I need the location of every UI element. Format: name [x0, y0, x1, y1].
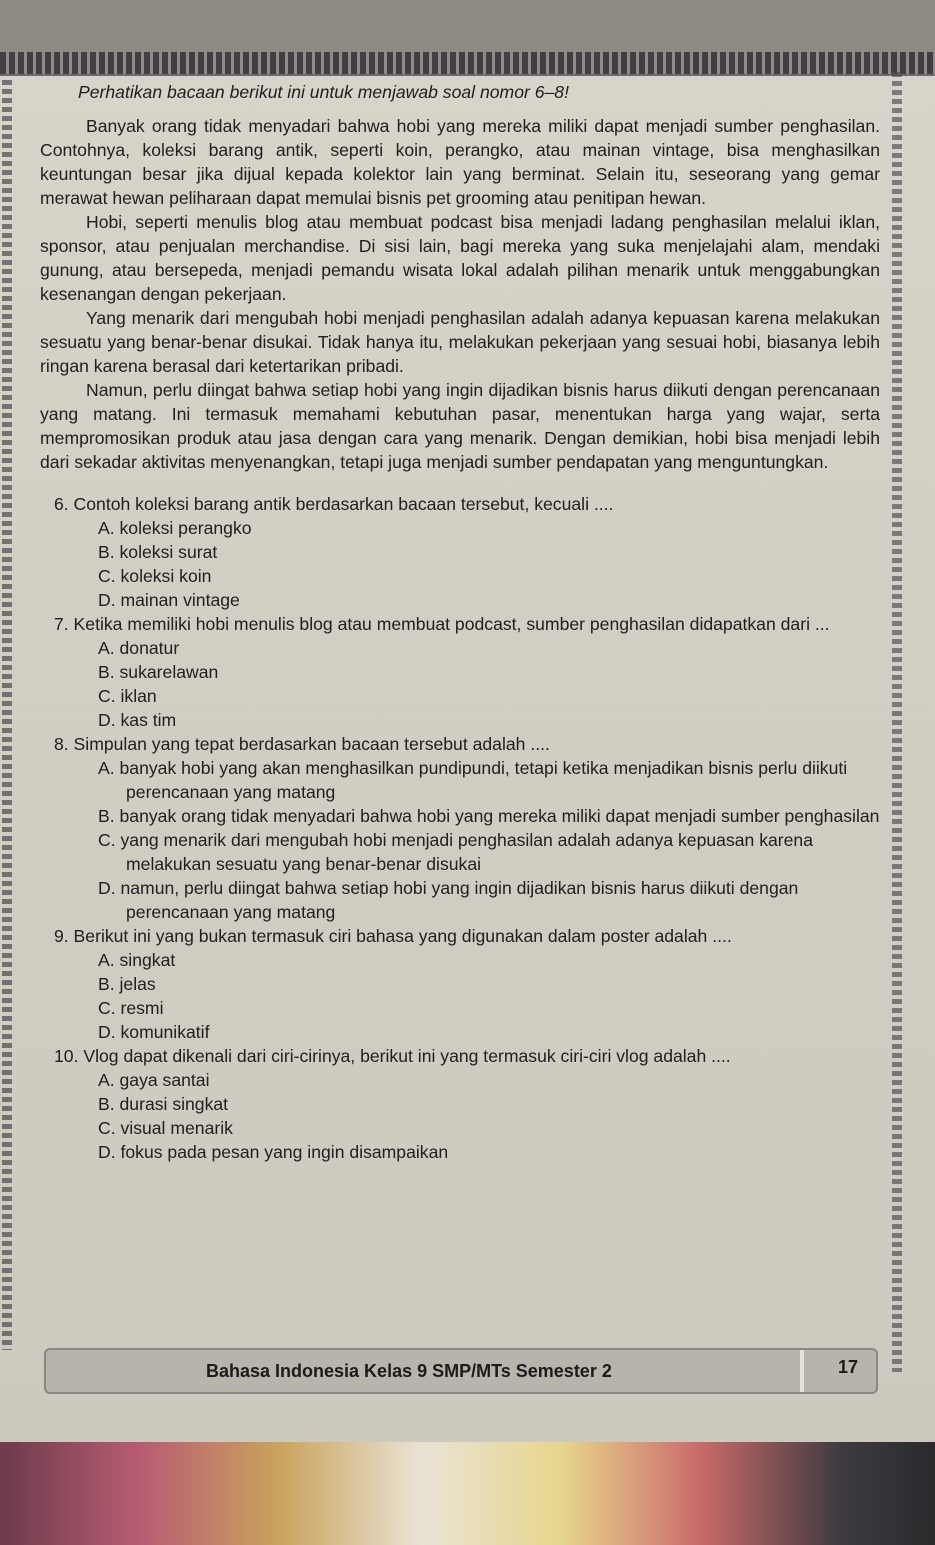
page-number: 17: [837, 1357, 858, 1377]
answer-option: C. yang menarik dari mengubah hobi menjadi penghasilan adalah adanya kepuasan karena melakukan sesuatu yang benar-benar disukai: [98, 830, 813, 874]
answer-option: B. koleksi surat: [98, 542, 218, 562]
passage-paragraph: Yang menarik dari mengubah hobi menjadi penghasilan adalah adanya kepuasan karena melakukan sesuatu yang benar-benar disukai. Tidak hanya itu, melakukan pekerjaan yang sesuai hobi, biasanya lebih ringan karena berasal dari ketertarikan pribadi.: [40, 308, 880, 376]
question-text: 10. Vlog dapat dikenali dari ciri-cirinya, berikut ini yang termasuk ciri-ciri vlog adalah ....: [54, 1046, 731, 1066]
question-7: [40, 612, 880, 732]
answer-option: A. singkat: [98, 950, 176, 970]
passage-paragraph: Hobi, seperti menulis blog atau membuat podcast bisa menjadi ladang penghasilan melalui iklan, sponsor, atau penjualan merchandise. Di sisi lain, bagi mereka yang suka menjelajahi alam, mendaki gunung, atau bersepeda, menjadi pemandu wisata lokal adalah pilihan menarik untuk menggabungkan kesenangan dengan pekerjaan.: [40, 212, 880, 304]
page-top-border: [0, 52, 935, 76]
question-6: [40, 492, 880, 612]
passage-paragraph: Namun, perlu diingat bahwa setiap hobi yang ingin dijadikan bisnis harus diikuti dengan perencanaan yang matang. Ini termasuk memahami kebutuhan pasar, menentukan harga yang wajar, serta mempromosikan produk atau jasa dengan cara yang menarik. Dengan demikian, hobi bisa menjadi lebih dari sekadar aktivitas menyenangkan, tetapi juga menjadi sumber pendapatan yang menguntungkan.: [40, 380, 880, 472]
answer-option: C. resmi: [98, 998, 164, 1018]
answer-option: D. komunikatif: [98, 1022, 210, 1042]
background-below-page: [0, 1442, 935, 1545]
answer-option: A. koleksi perangko: [98, 518, 252, 538]
left-binding-dots: [2, 80, 12, 1350]
footer-divider: [800, 1350, 804, 1392]
page-content: [40, 80, 880, 1164]
question-list: [40, 492, 880, 1164]
answer-option: B. banyak orang tidak menyadari bahwa hobi yang mereka miliki dapat menjadi sumber penghasilan: [98, 806, 880, 826]
question-10: [40, 1044, 880, 1164]
answer-option: A. gaya santai: [98, 1070, 210, 1090]
answer-option: A. donatur: [98, 638, 180, 658]
reading-passage: [40, 114, 880, 474]
question-text: 7. Ketika memiliki hobi menulis blog atau membuat podcast, sumber penghasilan didapatkan dari ...: [54, 614, 830, 634]
answer-option: B. durasi singkat: [98, 1094, 229, 1114]
answer-option: D. mainan vintage: [98, 590, 240, 610]
reading-instruction: Perhatikan bacaan berikut ini untuk menjawab soal nomor 6–8!: [78, 82, 569, 102]
question-8: [40, 732, 880, 924]
answer-option: C. visual menarik: [98, 1118, 233, 1138]
answer-option: C. koleksi koin: [98, 566, 212, 586]
passage-paragraph: Banyak orang tidak menyadari bahwa hobi yang mereka miliki dapat menjadi sumber penghasilan. Contohnya, koleksi barang antik, seperti koin, perangko, atau mainan vintage, bisa menghasilkan keuntungan besar jika dijual kepada kolektor lain yang berminat. Selain itu, seseorang yang gemar merawat hewan peliharaan dapat memulai bisnis pet grooming atau penitipan hewan.: [40, 116, 880, 208]
answer-option: D. fokus pada pesan yang ingin disampaikan: [98, 1142, 449, 1162]
right-binding-dots: [892, 72, 902, 1372]
question-text: 8. Simpulan yang tepat berdasarkan bacaan tersebut adalah ....: [54, 734, 550, 754]
question-9: [40, 924, 880, 1044]
answer-option: A. banyak hobi yang akan menghasilkan pundipundi, tetapi ketika menjadikan bisnis perlu diikuti perencanaan yang matang: [98, 758, 848, 802]
book-title: Bahasa Indonesia Kelas 9 SMP/MTs Semester 2: [206, 1360, 612, 1381]
answer-option: B. sukarelawan: [98, 662, 219, 682]
question-text: 6. Contoh koleksi barang antik berdasarkan bacaan tersebut, kecuali ....: [54, 494, 614, 514]
answer-option: D. namun, perlu diingat bahwa setiap hobi yang ingin dijadikan bisnis harus diikuti dengan perencanaan yang matang: [98, 878, 799, 922]
answer-option: D. kas tim: [98, 710, 177, 730]
page-footer: [44, 1348, 878, 1394]
answer-option: C. iklan: [98, 686, 157, 706]
answer-option: B. jelas: [98, 974, 156, 994]
question-text: 9. Berikut ini yang bukan termasuk ciri bahasa yang digunakan dalam poster adalah ....: [54, 926, 732, 946]
